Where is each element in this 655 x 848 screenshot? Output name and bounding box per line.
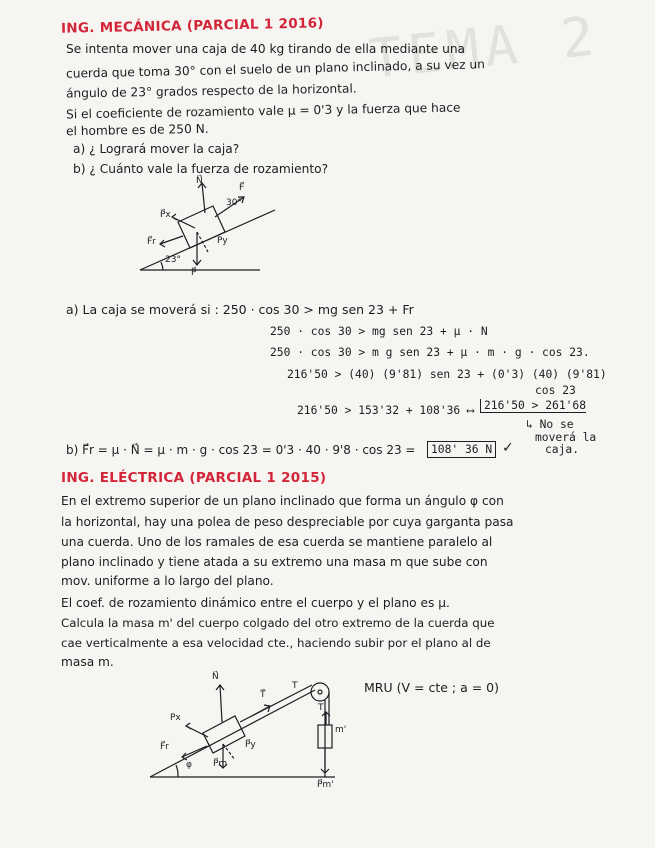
p1-solution-b: b) F⃗r = μ · N⃗ = μ · m · g · cos 23 = 0'3 · 40 · 9'8 · cos 23 =: [66, 443, 416, 457]
fig1-label-Fr: F⃗r: [147, 237, 156, 247]
fig2-label-phi: φ: [186, 760, 192, 770]
problem1-title: ING. MECÁNICA (PARCIAL 1 2016): [60, 15, 324, 37]
box-m: [203, 716, 245, 753]
p1-question-a: a) ¿ Logrará mover la caja?: [73, 142, 240, 156]
fig1-label-Py: Py: [217, 236, 228, 246]
angle-arc: [176, 765, 178, 777]
p1-solution-a-line: 250 · cos 30 > m g sen 23 + μ · m · g · cos 23.: [270, 346, 590, 359]
fig2-label-T: T: [292, 681, 298, 691]
fig1-label-F: F⃗: [239, 183, 245, 193]
fig2-label-T: T⃗: [260, 690, 266, 700]
fig2-label-Fr: F⃗r: [160, 742, 169, 752]
p2-text-line: una cuerda. Uno de los ramales de esa cuerda se mantiene paralelo al: [61, 535, 493, 549]
p2-mru-note: MRU (V = cte ; a = 0): [364, 680, 499, 695]
p2-text-line: Calcula la masa m' del cuerpo colgado del otro extremo de la cuerda que: [61, 616, 495, 630]
p1-text-line: Si el coeficiente de rozamiento vale μ = 0'3 y la fuerza que hace: [65, 100, 461, 122]
p1-solution-a-line: cos 23: [535, 384, 576, 397]
p2-text-line: la horizontal, hay una polea de peso despreciable por cuya garganta pasa: [61, 515, 514, 529]
fig2-label-Pm: P⃗m: [213, 759, 228, 769]
p1-solution-b-result: 108' 36 N: [427, 441, 496, 458]
fig2-label-Px: Px: [170, 713, 181, 723]
fig1-label-Px: P⃗x: [160, 210, 171, 220]
p1-solution-a-line: moverá la: [535, 431, 597, 444]
p1-solution-a-line: a) La caja se moverá si : 250 · cos 30 > mg sen 23 + Fr: [66, 302, 414, 317]
p1-text-line: Se intenta mover una caja de 40 kg tirando de ella mediante una: [66, 42, 466, 56]
p2-text-line: En el extremo superior de un plano inclinado que forma un ángulo φ con: [61, 494, 504, 508]
p1-solution-a-line: 216'50 > 153'32 + 108'36 ⟷: [297, 404, 474, 417]
p2-text-line: masa m.: [61, 655, 114, 669]
p1-text-line: ángulo de 23° grados respecto de la horizontal.: [65, 81, 357, 101]
problem2-title: ING. ELÉCTRICA (PARCIAL 1 2015): [61, 470, 327, 486]
p2-text-line: El coef. de rozamiento dinámico entre el cuerpo y el plano es μ.: [61, 596, 450, 610]
p1-text-line: el hombre es de 250 N.: [65, 121, 209, 139]
fig2-label-m-prime: m': [335, 725, 347, 735]
p2-text-line: mov. uniforme a lo largo del plano.: [61, 574, 274, 588]
p1-solution-a-line: 216'50 > (40) (9'81) sen 23 + (0'3) (40) (9'81): [287, 368, 607, 381]
fig2-label-T: T: [318, 703, 324, 713]
p1-check-mark: ✓: [502, 440, 514, 456]
fig1-label-23: 23°: [165, 255, 181, 265]
p1-solution-a-result: 216'50 > 261'68: [480, 399, 586, 413]
fig1-label-30: 30°: [226, 198, 242, 208]
fig2-label-Py: P⃗y: [245, 740, 256, 750]
fig2-label-Pm-prime: P⃗m': [317, 780, 334, 790]
fig2-label-N: N⃗: [212, 672, 219, 682]
normal-arrow: [220, 685, 222, 722]
p1-solution-a-line: 250 · cos 30 > mg sen 23 + μ · N: [270, 325, 488, 338]
p1-solution-a-line: caja.: [545, 443, 580, 456]
pulley: [311, 683, 329, 701]
ghost-text-bleedthrough: TEMA 2: [366, 4, 603, 91]
p1-solution-a-line: ↳ No se: [526, 418, 574, 431]
p2-text-line: cae verticalmente a esa velocidad cte., haciendo subir por el plano al de: [61, 636, 491, 650]
fig1-label-N: N⃗: [196, 176, 203, 186]
incline-line: [150, 690, 315, 777]
p1-question-b: b) ¿ Cuánto vale la fuerza de rozamiento?: [73, 162, 329, 176]
p1-text-line: cuerda que toma 30° con el suelo de un plano inclinado, a su vez un: [65, 57, 485, 81]
p2-text-line: plano inclinado y tiene atada a su extremo una masa m que sube con: [61, 555, 488, 569]
fig1-label-P: P⃗: [191, 268, 197, 278]
